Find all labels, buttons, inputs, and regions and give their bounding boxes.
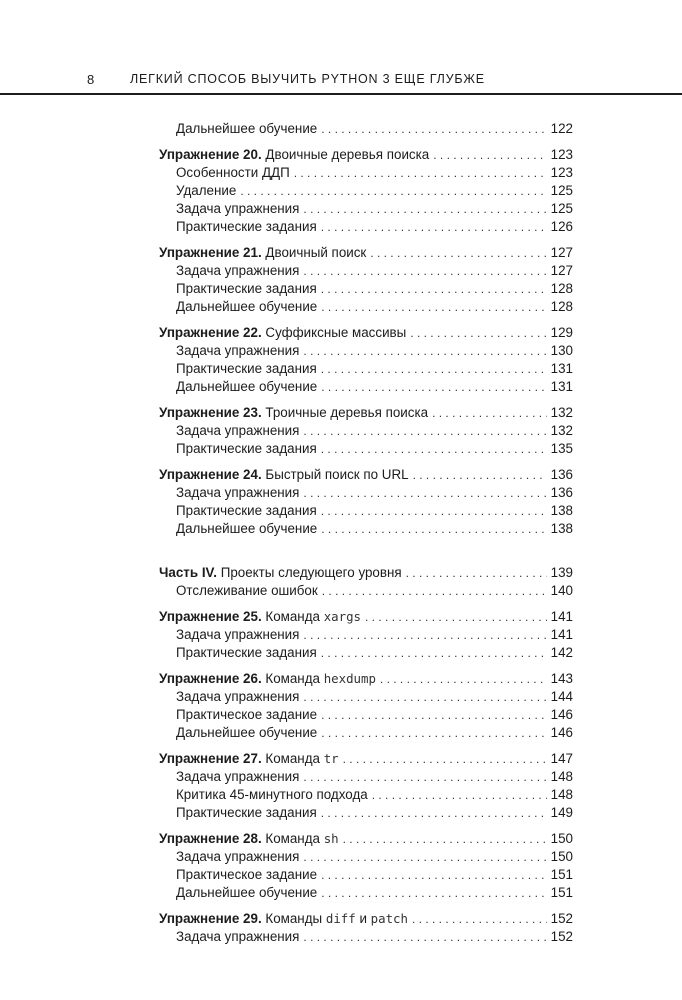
toc-page-number: 129 — [550, 325, 573, 340]
toc-entry-number: Упражнение 27. — [159, 751, 262, 766]
toc-entry-label: Команда — [265, 671, 320, 686]
toc-entry-command: tr — [323, 751, 339, 766]
toc-page-number: 139 — [550, 565, 573, 580]
toc-entry-command: xargs — [323, 609, 362, 624]
toc-subentry — [159, 342, 573, 360]
toc-entry-number: Упражнение 21. — [159, 245, 262, 260]
toc-subentry — [159, 928, 573, 946]
toc-entry-number: Упражнение 25. — [159, 609, 262, 624]
toc-page-number: 152 — [550, 911, 573, 926]
toc-page-number: 151 — [550, 885, 573, 900]
toc-subentry — [159, 164, 573, 182]
toc-entry-label: Практическое задание — [176, 867, 318, 882]
toc-entry-label: Критика 45-минутного подхода — [176, 787, 368, 802]
toc-entry-label: Задача упражнения — [176, 343, 300, 358]
toc-entry-title — [176, 200, 299, 218]
toc-entry-label: Удаление — [176, 183, 237, 198]
toc-entry-label: Суффиксные массивы — [265, 325, 407, 340]
toc-entry-label: Практическое задание — [176, 707, 318, 722]
toc-entry-title — [176, 342, 299, 360]
toc-subentry — [159, 484, 573, 502]
toc-entry-title — [176, 768, 299, 786]
toc-entry-label: Быстрый поиск по URL — [265, 467, 409, 482]
toc-page-number: 123 — [550, 147, 573, 162]
dot-leader — [406, 564, 547, 582]
toc-entry — [159, 750, 573, 768]
toc-entry-title — [176, 182, 236, 200]
toc-subentry — [159, 848, 573, 866]
toc-entry-title — [176, 644, 317, 662]
toc-page-number: 131 — [550, 379, 573, 394]
toc-entry-command: diff — [325, 911, 356, 926]
toc-entry-title — [176, 626, 299, 644]
toc-group — [159, 830, 573, 902]
toc-subentry — [159, 884, 573, 902]
toc-entry-command: sh — [323, 831, 339, 846]
toc-entry-number: Часть IV. — [159, 565, 217, 580]
toc-entry — [159, 564, 573, 582]
toc-entry-title — [176, 440, 317, 458]
toc-entry-title — [159, 608, 361, 626]
dot-leader — [303, 342, 546, 360]
toc-page-number: 149 — [550, 805, 573, 820]
dot-leader — [303, 768, 546, 786]
toc-entry-command: patch — [370, 911, 408, 926]
toc-entry — [159, 404, 573, 422]
toc-page-number: 138 — [550, 503, 573, 518]
toc-entry-title — [159, 830, 339, 848]
toc-entry-title — [176, 378, 317, 396]
toc-entry-label: Особенности ДДП — [176, 165, 290, 180]
toc-group — [159, 404, 573, 458]
toc-subentry — [159, 200, 573, 218]
toc-entry-title — [176, 164, 290, 182]
toc-subentry — [159, 706, 573, 724]
toc-subentry — [159, 120, 573, 138]
toc-subentry — [159, 768, 573, 786]
toc-entry-label: Команда — [265, 751, 320, 766]
toc-entry-command: hexdump — [323, 671, 376, 686]
toc-page-number: 151 — [550, 867, 573, 882]
toc-entry-label: Задача упражнения — [176, 263, 300, 278]
dot-leader — [321, 218, 547, 236]
dot-leader — [321, 804, 547, 822]
toc-entry-title — [176, 262, 299, 280]
toc-entry-title — [159, 466, 409, 484]
toc-page-number: 140 — [550, 583, 573, 598]
toc-page-number: 128 — [550, 299, 573, 314]
dot-leader — [432, 404, 547, 422]
toc-page-number: 141 — [550, 609, 573, 624]
toc-entry-title — [159, 670, 376, 688]
toc-entry-label: Дальнейшее обучение — [176, 885, 318, 900]
dot-leader — [321, 644, 547, 662]
toc-page-number: 127 — [550, 245, 573, 260]
toc-page-number: 148 — [550, 787, 573, 802]
dot-leader — [321, 502, 547, 520]
dot-leader — [321, 298, 546, 316]
toc-entry-label: Задача упражнения — [176, 201, 300, 216]
toc-entry-title — [159, 750, 339, 768]
toc-subentry — [159, 280, 573, 298]
toc-entry-title — [176, 280, 317, 298]
toc-subentry — [159, 262, 573, 280]
toc-entry-label: Задача упражнения — [176, 485, 300, 500]
toc-page-number: 143 — [550, 671, 573, 686]
toc-subentry — [159, 866, 573, 884]
toc-entry-number: Упражнение 23. — [159, 405, 262, 420]
toc-entry-label: Задача упражнения — [176, 849, 300, 864]
dot-leader — [303, 928, 546, 946]
dot-leader — [321, 440, 547, 458]
dot-leader — [343, 750, 547, 768]
toc-entry-label: Задача упражнения — [176, 689, 300, 704]
toc-page-number: 152 — [550, 929, 573, 944]
toc-page-number: 150 — [550, 831, 573, 846]
dot-leader — [321, 280, 547, 298]
toc-page-number: 128 — [550, 281, 573, 296]
toc-entry-label: Практические задания — [176, 281, 317, 296]
toc-entry-title — [176, 218, 317, 236]
toc-subentry — [159, 786, 573, 804]
toc-group — [159, 466, 573, 538]
dot-leader — [321, 120, 546, 138]
toc-entry-title — [159, 244, 366, 262]
dot-leader — [321, 706, 547, 724]
toc-page-number: 122 — [550, 121, 573, 136]
toc-page-number: 136 — [550, 467, 573, 482]
dot-leader — [321, 378, 546, 396]
dot-leader — [322, 582, 547, 600]
dot-leader — [294, 164, 547, 182]
toc-subentry — [159, 422, 573, 440]
toc-group — [159, 910, 573, 946]
toc-entry-number: Упражнение 24. — [159, 467, 262, 482]
dot-leader — [372, 786, 547, 804]
toc-entry-title — [159, 324, 406, 342]
header-rule — [0, 93, 682, 95]
toc-entry-number: Упражнение 22. — [159, 325, 262, 340]
toc-entry — [159, 244, 573, 262]
toc-page-number: 147 — [550, 751, 573, 766]
toc-entry-label: Практические задания — [176, 503, 317, 518]
toc-entry-number: Упражнение 26. — [159, 671, 262, 686]
toc-entry-label: Команда — [265, 609, 320, 624]
toc-page-number: 125 — [550, 201, 573, 216]
toc-entry-title — [176, 120, 317, 138]
toc-group — [159, 244, 573, 316]
toc-part-group — [159, 564, 573, 600]
dot-leader — [240, 182, 546, 200]
toc-entry-title — [176, 804, 317, 822]
toc-page-number: 135 — [550, 441, 573, 456]
dot-leader — [321, 520, 546, 538]
toc-entry-title — [176, 502, 317, 520]
dot-leader — [370, 244, 546, 262]
dot-leader — [321, 866, 547, 884]
toc-entry-label: Дальнейшее обучение — [176, 299, 318, 314]
toc-entry-title — [159, 146, 429, 164]
toc-entry-title — [176, 298, 317, 316]
toc-entry-label: Дальнейшее обучение — [176, 725, 318, 740]
toc-entry-label: Троичные деревья поиска — [265, 405, 429, 420]
toc-entry-title — [176, 724, 317, 742]
toc-subentry — [159, 688, 573, 706]
toc-entry-title — [159, 910, 408, 928]
dot-leader — [303, 484, 546, 502]
toc-entry — [159, 608, 573, 626]
toc-page-number: 142 — [550, 645, 573, 660]
toc-page-number: 141 — [550, 627, 573, 642]
toc-subentry — [159, 502, 573, 520]
dot-leader — [413, 466, 547, 484]
toc-page-number: 127 — [550, 263, 573, 278]
toc-page-number: 146 — [550, 707, 573, 722]
toc-entry-conjunction: и — [359, 911, 367, 926]
toc-entry-label: Задача упражнения — [176, 627, 300, 642]
toc-entry-label: Проекты следующего уровня — [220, 565, 402, 580]
toc-entry-title — [176, 786, 368, 804]
toc-entry-label: Практические задания — [176, 219, 317, 234]
toc-group — [159, 324, 573, 396]
toc-page-number: 132 — [550, 405, 573, 420]
toc-entry-label: Задача упражнения — [176, 423, 300, 438]
toc-entry-title — [176, 866, 317, 884]
dot-leader — [380, 670, 547, 688]
dot-leader — [365, 608, 547, 626]
toc-entry-title — [176, 884, 317, 902]
toc-entry-title — [176, 422, 299, 440]
toc-page-number: 126 — [550, 219, 573, 234]
toc-group — [159, 670, 573, 742]
toc-page-number: 150 — [550, 849, 573, 864]
toc-entry-label: Отслеживание ошибок — [176, 583, 318, 598]
toc-page-number: 131 — [550, 361, 573, 376]
toc-group — [159, 750, 573, 822]
book-title: ЛЕГКИЙ СПОСОБ ВЫУЧИТЬ PYTHON 3 ЕЩЕ ГЛУБЖЕ — [130, 72, 485, 86]
toc-entry-title — [176, 520, 317, 538]
toc-subentry — [159, 440, 573, 458]
dot-leader — [321, 360, 547, 378]
dot-leader — [303, 626, 546, 644]
toc-entry-label: Практические задания — [176, 645, 317, 660]
toc-entry — [159, 466, 573, 484]
running-head — [0, 0, 682, 96]
toc-entry-label: Двоичный поиск — [265, 245, 367, 260]
dot-leader — [433, 146, 546, 164]
dot-leader — [410, 324, 546, 342]
table-of-contents — [159, 120, 573, 954]
toc-entry-title — [176, 360, 317, 378]
toc-entry-label: Команды — [265, 911, 323, 926]
dot-leader — [303, 422, 546, 440]
toc-subentry — [159, 218, 573, 236]
dot-leader — [303, 200, 546, 218]
toc-entry-label: Дальнейшее обучение — [176, 121, 318, 136]
toc-page-number: 132 — [550, 423, 573, 438]
toc-entry — [159, 324, 573, 342]
toc-subentry — [159, 298, 573, 316]
dot-leader — [321, 884, 546, 902]
dot-leader — [303, 688, 546, 706]
toc-entry-label: Практические задания — [176, 361, 317, 376]
toc-page-number: 138 — [550, 521, 573, 536]
toc-entry-title — [159, 404, 428, 422]
dot-leader — [303, 262, 546, 280]
toc-entry-label: Задача упражнения — [176, 769, 300, 784]
toc-subentry — [159, 804, 573, 822]
toc-entry-number: Упражнение 29. — [159, 911, 262, 926]
toc-entry-title — [176, 928, 299, 946]
toc-entry — [159, 146, 573, 164]
toc-subentry — [159, 360, 573, 378]
toc-entry-label: Практические задания — [176, 441, 317, 456]
toc-entry-title — [176, 484, 299, 502]
toc-entry-label: Практические задания — [176, 805, 317, 820]
toc-page-number: 130 — [550, 343, 573, 358]
toc-page-number: 125 — [550, 183, 573, 198]
toc-group — [159, 120, 573, 138]
dot-leader — [343, 830, 547, 848]
toc-subentry — [159, 582, 573, 600]
toc-page-number: 148 — [550, 769, 573, 784]
toc-entry-label: Задача упражнения — [176, 929, 300, 944]
toc-subentry — [159, 520, 573, 538]
toc-group — [159, 608, 573, 662]
toc-page-number: 144 — [550, 689, 573, 704]
toc-entry-title — [176, 582, 318, 600]
toc-entry-number: Упражнение 28. — [159, 831, 262, 846]
toc-entry-label: Двоичные деревья поиска — [265, 147, 430, 162]
dot-leader — [321, 724, 546, 742]
dot-leader — [412, 910, 547, 928]
toc-entry-title — [176, 706, 317, 724]
page-number: 8 — [87, 72, 95, 87]
toc-subentry — [159, 626, 573, 644]
toc-page-number: 146 — [550, 725, 573, 740]
toc-entry-title — [176, 848, 299, 866]
toc-entry-title — [176, 688, 299, 706]
toc-page-number: 136 — [550, 485, 573, 500]
toc-entry — [159, 670, 573, 688]
toc-entry — [159, 830, 573, 848]
toc-entry — [159, 910, 573, 928]
toc-group — [159, 146, 573, 236]
toc-entry-label: Команда — [265, 831, 320, 846]
toc-subentry — [159, 378, 573, 396]
toc-entry-number: Упражнение 20. — [159, 147, 262, 162]
dot-leader — [303, 848, 546, 866]
toc-entry-label: Дальнейшее обучение — [176, 521, 318, 536]
toc-page-number: 123 — [550, 165, 573, 180]
toc-subentry — [159, 182, 573, 200]
toc-subentry — [159, 724, 573, 742]
toc-entry-title — [159, 564, 402, 582]
toc-entry-label: Дальнейшее обучение — [176, 379, 318, 394]
toc-subentry — [159, 644, 573, 662]
